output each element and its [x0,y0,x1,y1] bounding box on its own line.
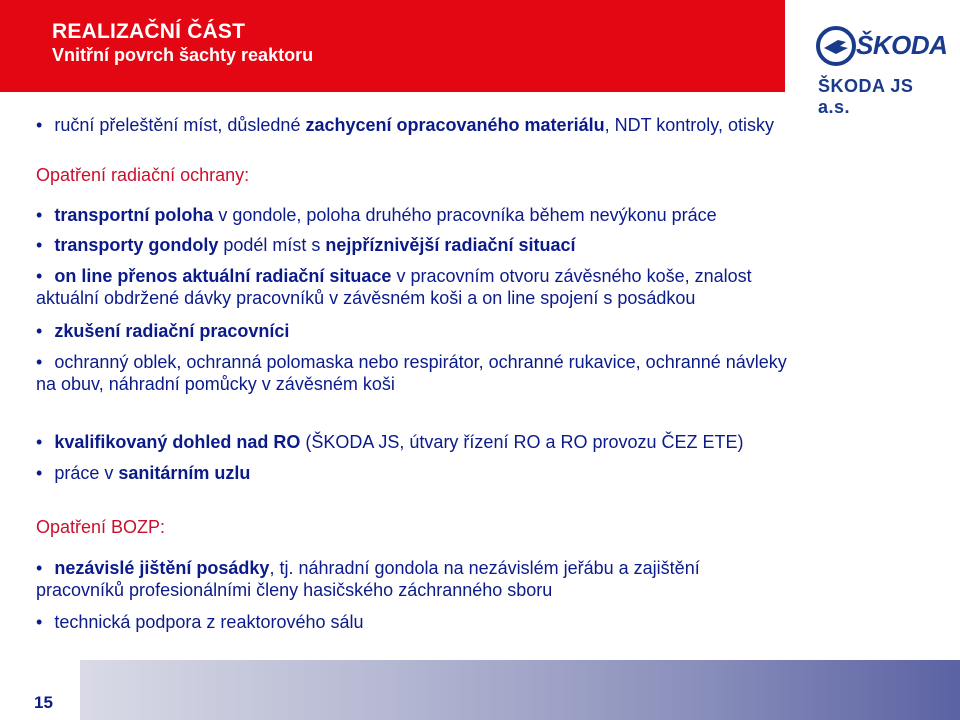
text-bold: zkušení radiační pracovníci [54,321,290,341]
skoda-arrow-icon [816,26,856,66]
bullet-technical-support [36,611,364,633]
text: podél míst s [218,235,326,255]
text-bold: transporty gondoly [54,235,219,255]
bullet-gondola-transport [36,234,575,256]
slide-subtitle: Vnitřní povrch šachty reaktoru [52,45,314,65]
bullet-supervision [36,431,744,453]
bullet-crew-securing-line2: pracovníků profesionálními členy hasičského záchranného sboru [36,580,553,600]
text: (ŠKODA JS, útvary řízení RO a RO provozu ČEZ ETE) [300,432,744,452]
logo-company: ŠKODA JS a.s. [818,76,914,117]
bullet-crew-securing [36,557,700,579]
bullet-polishing [36,114,774,136]
text-bold: nezávislé jištění posádky [54,558,270,578]
skoda-logo [800,18,950,117]
radiation-heading: Opatření radiační ochrany: [36,165,250,185]
logo-brand: ŠKODA [856,30,948,60]
text-bold: transportní poloha [54,205,214,225]
text-bold: kvalifikovaný dohled nad RO [54,432,301,452]
bullet-sanitary [36,462,250,484]
text-bold: zachycení opracovaného materiálu [305,115,605,135]
text: v gondole, poloha druhého pracovníka během nevýkonu práce [213,205,717,225]
text: technická podpora z reaktorového sálu [54,612,364,632]
text: ochranný oblek, ochranná polomaska nebo respirátor, ochranné rukavice, ochranné návleky [54,352,787,372]
bullet-online-transfer-line2: aktuální obdržené dávky pracovníků v závěsném koši a on line spojení s posádkou [36,288,696,308]
text: , NDT kontroly, otisky [604,115,774,135]
bullet-protective-suit [36,351,787,373]
bullet-experienced-workers [36,320,289,342]
footer-gradient-bar [80,660,960,720]
text: ruční přeleštění míst, důsledné [54,115,306,135]
bullet-protective-suit-line2: na obuv, náhradní pomůcky v závěsném koši [36,374,395,394]
text: , tj. náhradní gondola na nezávislém jeřábu a zajištění [269,558,700,578]
title-bar [0,0,785,92]
text-bold: nejpříznivější radiační situací [325,235,576,255]
text-bold: sanitárním uzlu [118,463,251,483]
bozp-heading: Opatření BOZP: [36,517,166,537]
text-bold: on line přenos aktuální radiační situace [54,266,392,286]
bullet-transport-position [36,204,717,226]
slide-title: REALIZAČNÍ ČÁST [52,20,246,43]
bullet-online-transfer [36,265,752,287]
text: práce v [54,463,119,483]
page-number: 15 [34,693,53,712]
text: v pracovním otvoru závěsného koše, znalost [391,266,752,286]
